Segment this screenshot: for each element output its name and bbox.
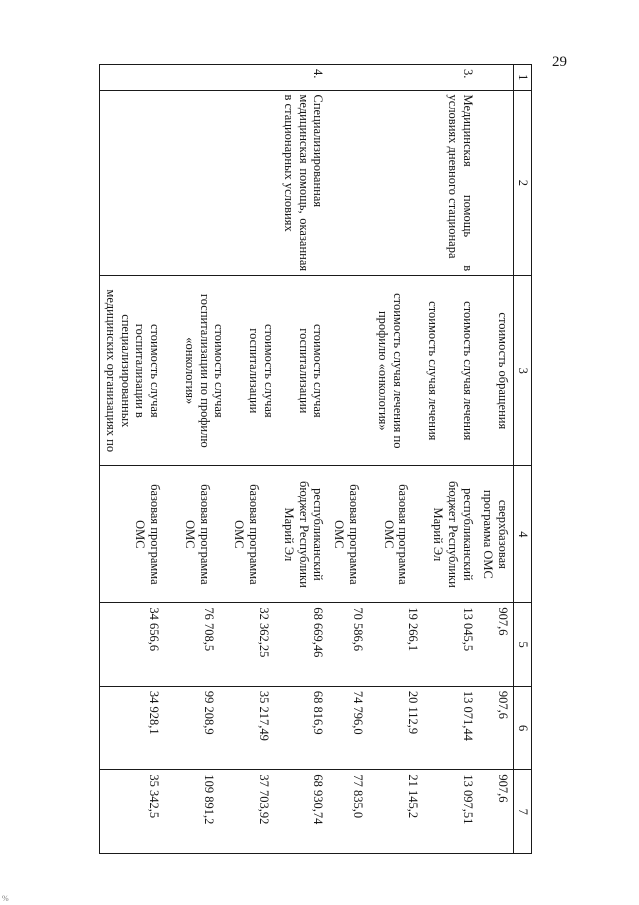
- row-name: [478, 90, 514, 276]
- value-col7: 37 703,92: [256, 774, 271, 825]
- value-col5: 19 266,1: [406, 607, 420, 652]
- indicator-text: стоимость случая госпитализации в специализированных медицинских организациях по: [104, 289, 163, 453]
- value-col7: 21 145,2: [406, 774, 420, 819]
- value-col6: 35 217,49: [256, 690, 271, 741]
- header-col-2: 2: [514, 90, 532, 276]
- value-col6: 34 928,1: [147, 690, 162, 735]
- row-name: Медицинская помощь в условиях дневного стационара: [329, 90, 478, 276]
- source-cell: [478, 466, 514, 603]
- header-col-5: 5: [514, 603, 532, 687]
- source-text: базовая программа ОМС: [381, 484, 411, 585]
- source-cell: [329, 466, 478, 603]
- source-text: республиканский бюджет Республики Марий Эл: [282, 481, 326, 588]
- value-col6: 13 071,44: [460, 690, 475, 741]
- value-col5: 32 362,25: [256, 607, 271, 658]
- value-col7-cell: [329, 770, 478, 854]
- header-col-4: 4: [514, 466, 532, 603]
- table-row: [329, 65, 478, 854]
- indicator-text: стоимость обращения: [496, 312, 511, 430]
- indicator-text: стоимость случая лечения: [460, 301, 475, 441]
- indicator-text: стоимость случая госпитализации по профилю «онкология»: [183, 293, 227, 448]
- value-col6-cell: [329, 686, 478, 770]
- indicator-text: стоимость случая госпитализации: [296, 323, 326, 418]
- value-col7: 109 891,2: [202, 774, 216, 825]
- source-text: республиканский бюджет Республики Марий Эл: [431, 481, 475, 588]
- source-cell: [100, 466, 329, 603]
- row-number: 4.: [100, 65, 329, 91]
- value-col5: 70 586,6: [351, 607, 366, 652]
- value-col5: 907,6: [478, 603, 514, 687]
- rotated-table-container: [102, 64, 532, 854]
- value-col6: 99 208,9: [202, 690, 216, 735]
- indicator-text: стоимость случая лечения по профилю «онкология»: [376, 293, 406, 449]
- value-col5-cell: [329, 603, 478, 687]
- indicator-cell: [100, 276, 329, 466]
- header-row: [514, 65, 532, 854]
- source-text: базовая программа ОМС: [133, 484, 163, 585]
- value-col5: 68 669,46: [311, 607, 326, 658]
- row-number: 3.: [329, 65, 478, 91]
- header-col-7: 7: [514, 770, 532, 854]
- value-col5: 76 708,5: [202, 607, 216, 652]
- value-col6: 74 796,0: [351, 690, 366, 735]
- row-name: Специализированная медицинская помощь, оказанная в стационарных условиях: [100, 90, 329, 276]
- row-number: [478, 65, 514, 91]
- value-col7: 68 930,74: [311, 774, 326, 825]
- value-col5-cell: [100, 603, 329, 687]
- value-col6: 68 816,9: [311, 690, 326, 735]
- value-col7: 35 342,5: [147, 774, 162, 819]
- source-text: базовая программа ОМС: [232, 484, 262, 585]
- value-col7: 907,6: [478, 770, 514, 854]
- scan-mark: %: [2, 894, 9, 903]
- indicator-text: стоимость случая лечения: [426, 301, 440, 441]
- value-col5: 13 045,5: [460, 607, 475, 652]
- value-col6-cell: [100, 686, 329, 770]
- page-number: 29: [552, 54, 567, 70]
- header-col-1: 1: [514, 65, 532, 91]
- value-col5: 34 656,6: [147, 607, 162, 652]
- indicator-text: стоимость случая госпитализации: [247, 323, 276, 418]
- tariff-table: [99, 64, 532, 854]
- source-text: базовая программа ОМС: [183, 484, 212, 585]
- value-col6: 20 112,9: [406, 690, 420, 735]
- value-col7: 13 097,51: [460, 774, 475, 825]
- header-col-3: 3: [514, 276, 532, 466]
- source-text: базовая программа ОМС: [332, 484, 361, 585]
- indicator-cell: [478, 276, 514, 466]
- source-text: сверхбазовая программа ОМС: [481, 489, 511, 579]
- value-col7: 77 835,0: [351, 774, 366, 819]
- value-col6: 907,6: [478, 686, 514, 770]
- header-col-6: 6: [514, 686, 532, 770]
- table-row: [478, 65, 514, 854]
- value-col7-cell: [100, 770, 329, 854]
- indicator-cell: [329, 276, 478, 466]
- table-row: [100, 65, 329, 854]
